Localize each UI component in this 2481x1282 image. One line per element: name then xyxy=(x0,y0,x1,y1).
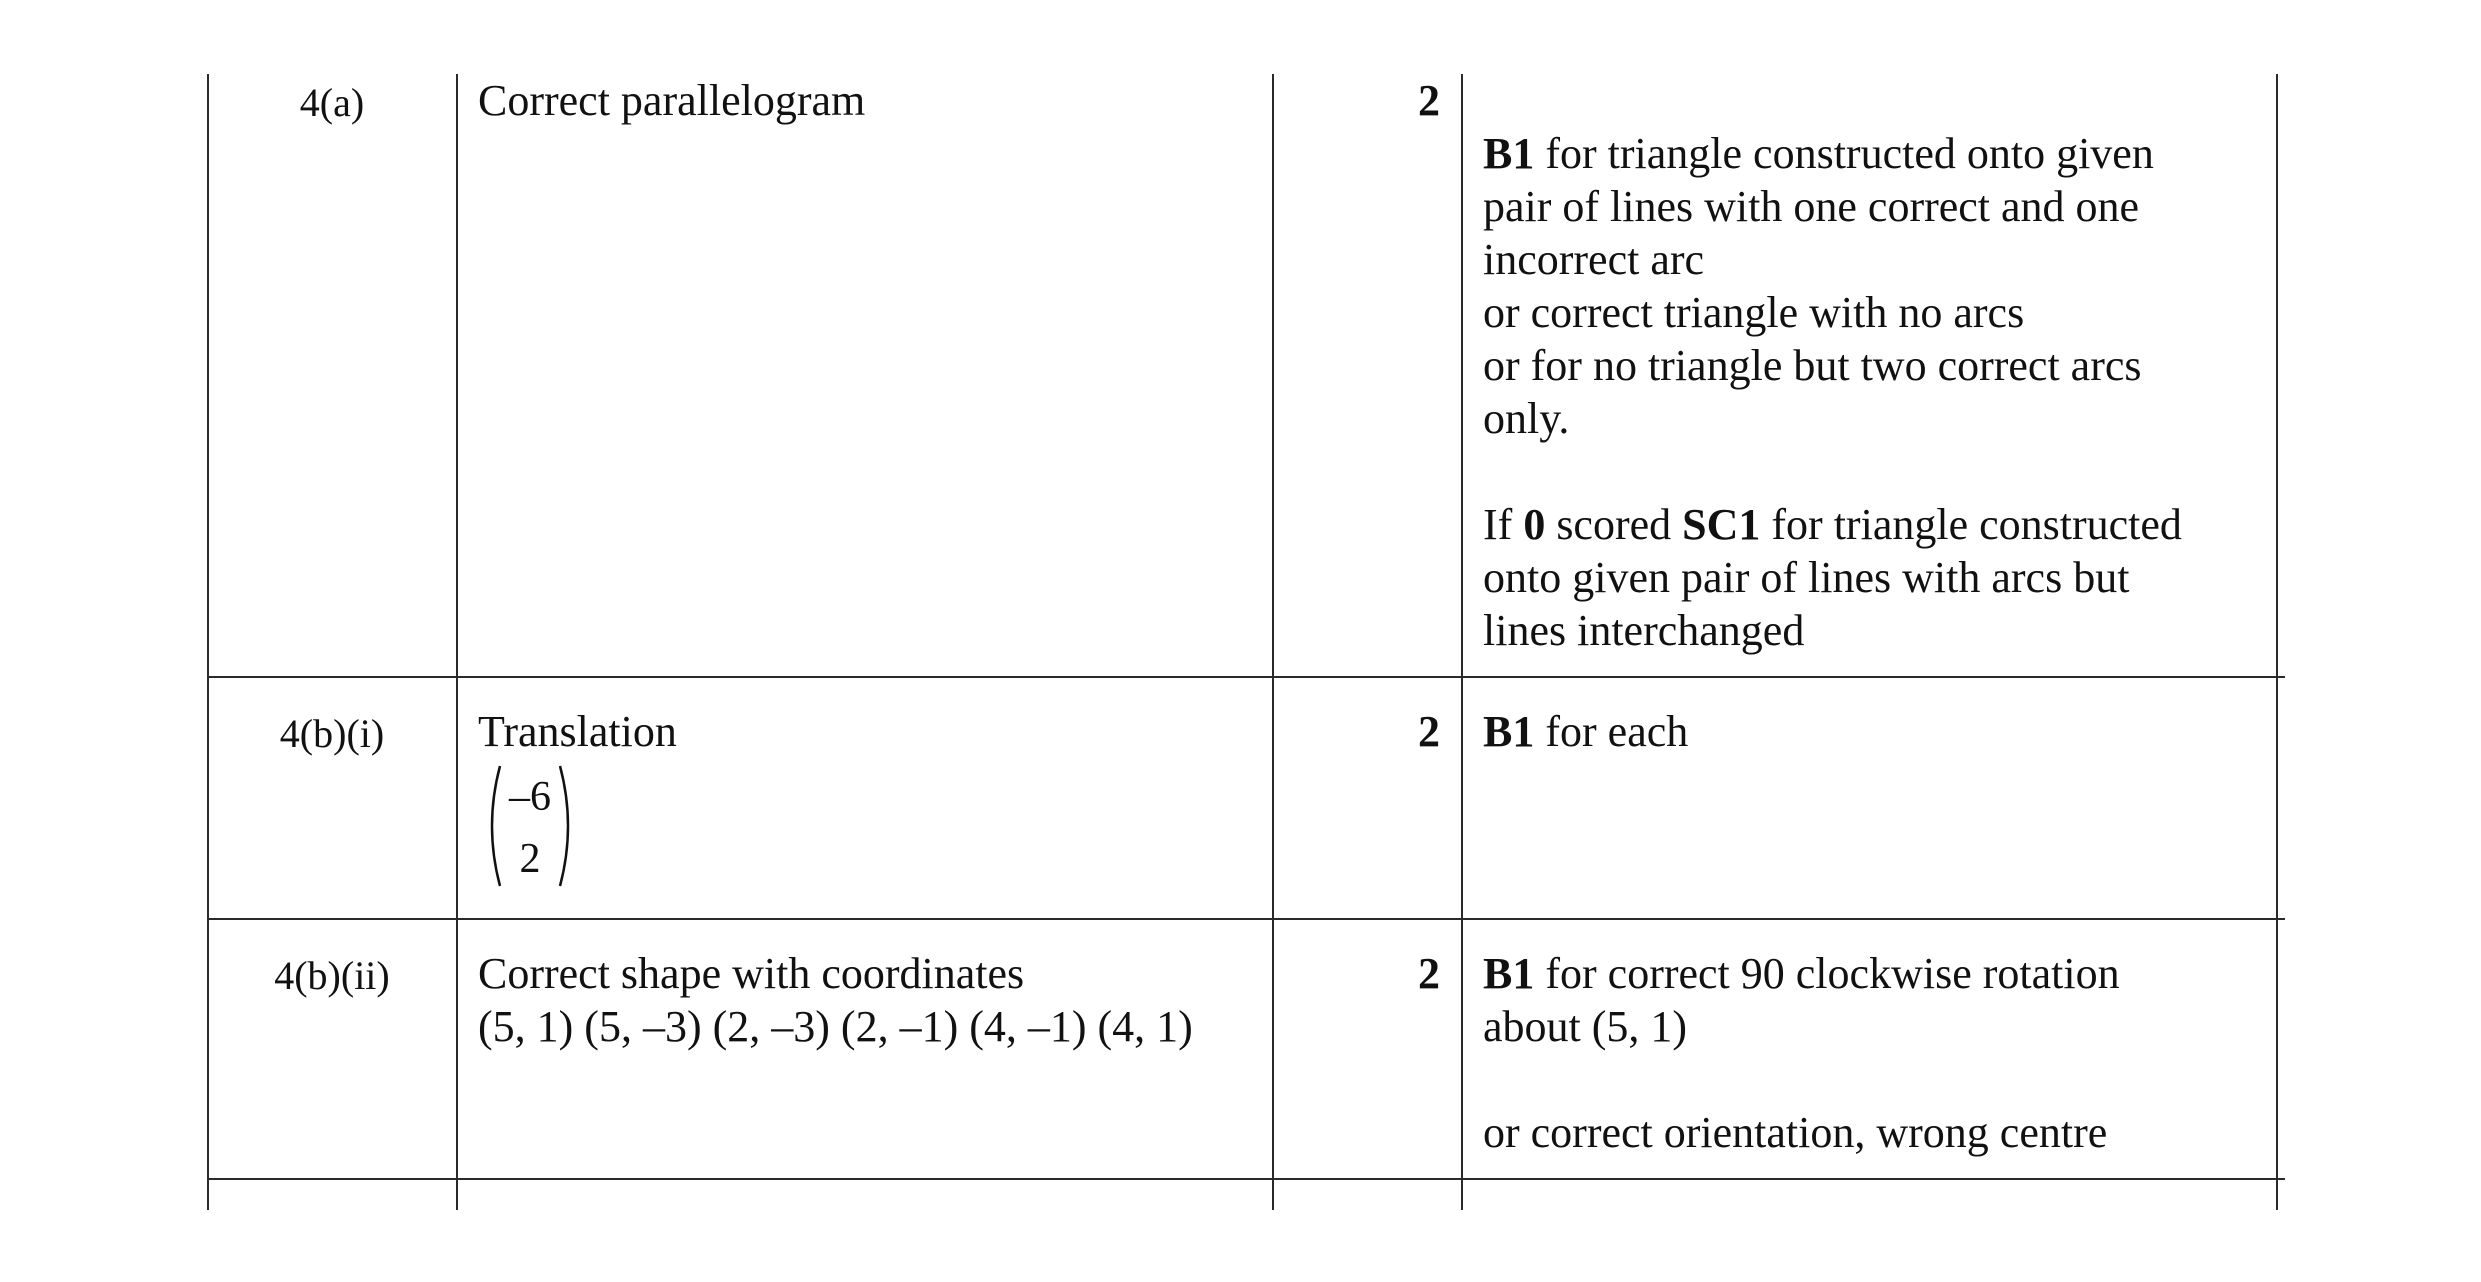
guidance-line: incorrect arc xyxy=(1483,235,1705,284)
guidance-line: for triangle constructed onto given xyxy=(1534,129,2154,178)
table-border-left xyxy=(207,74,209,1210)
guidance-line: or correct triangle with no arcs xyxy=(1483,288,2025,337)
answer-text: Translation xyxy=(478,707,677,756)
marks-value: 2 xyxy=(1418,707,1440,756)
guidance-bold-code: B1 xyxy=(1483,949,1535,998)
answer-text xyxy=(478,947,1193,1053)
guidance-text xyxy=(1483,947,2263,1159)
guidance-text-fragment: for correct 90 clockwise rotation xyxy=(1534,949,2120,998)
guidance-line: onto given pair of lines with arcs but xyxy=(1483,553,2130,602)
guidance-line: or for no triangle but two correct arcs xyxy=(1483,341,2142,390)
guidance-text-fragment: scored xyxy=(1545,500,1683,549)
guidance-bold-code: SC1 xyxy=(1682,500,1761,549)
vector-top-value: –6 xyxy=(509,774,551,820)
guidance-text-fragment: for triangle constructed xyxy=(1760,500,2182,549)
table-border-right xyxy=(2276,74,2278,1210)
guidance-line: or correct orientation, wrong centre xyxy=(1483,1108,2108,1157)
marks-value: 2 xyxy=(1418,949,1440,998)
answer-text: Correct parallelogram xyxy=(478,76,866,125)
question-number: 4(a) xyxy=(299,80,365,125)
guidance-text-fragment: for each xyxy=(1534,707,1689,756)
marks-value: 2 xyxy=(1418,76,1440,125)
guidance-bold-code: 0 xyxy=(1523,500,1546,549)
guidance-line: pair of lines with one correct and one xyxy=(1483,182,2140,231)
vector-bottom-value: 2 xyxy=(519,836,541,882)
answer-coordinates: (5, 1) (5, –3) (2, –3) (2, –1) (4, –1) (4, 1) xyxy=(478,1002,1193,1051)
row-divider-3 xyxy=(207,1178,2285,1180)
guidance-bold-code: B1 xyxy=(1483,129,1535,178)
guidance-bold-code: B1 xyxy=(1483,707,1535,756)
question-number: 4(b)(i) xyxy=(279,711,385,756)
guidance-text xyxy=(1483,705,1688,758)
answer-line: Correct shape with coordinates xyxy=(478,949,1025,998)
guidance-line: about (5, 1) xyxy=(1483,1002,1688,1051)
guidance-text-fragment: If xyxy=(1483,500,1524,549)
column-divider-3 xyxy=(1461,74,1463,1210)
guidance-line: only. xyxy=(1483,394,1570,443)
question-number: 4(b)(ii) xyxy=(274,953,390,998)
column-divider-1 xyxy=(456,74,458,1210)
guidance-text xyxy=(1483,127,2263,657)
column-divider-2 xyxy=(1272,74,1274,1210)
row-divider-2 xyxy=(207,918,2285,920)
row-divider-1 xyxy=(207,676,2285,678)
guidance-line: lines interchanged xyxy=(1483,606,1805,655)
column-vector xyxy=(482,762,578,890)
